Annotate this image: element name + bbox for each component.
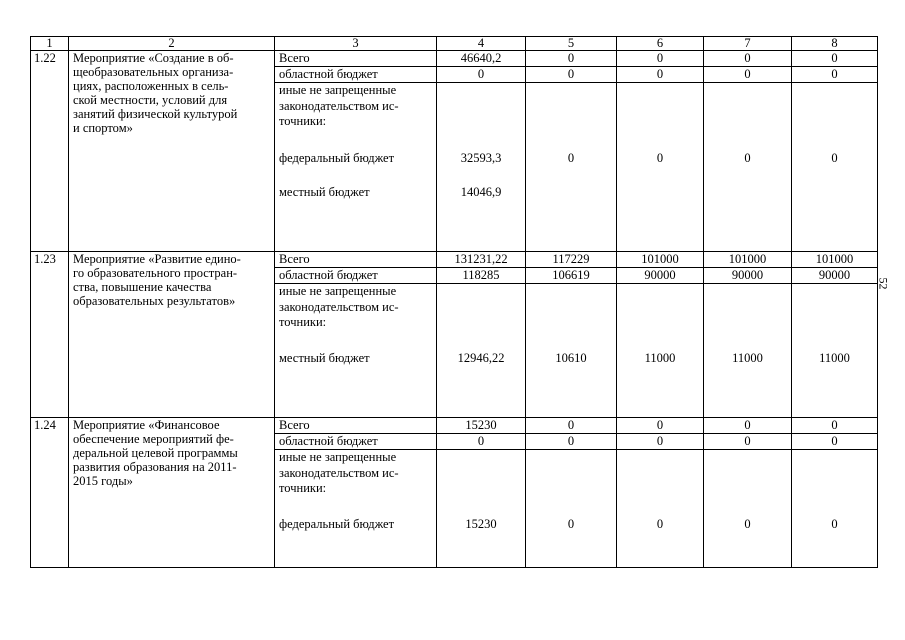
sub-value: 0 xyxy=(831,151,838,165)
sub-value: 14046,9 xyxy=(460,185,502,199)
sub-label: местный бюджет xyxy=(279,185,370,199)
item-title-line: деральной целевой программы xyxy=(73,446,238,460)
sub-value: 0 xyxy=(656,517,664,531)
regional-label: областной бюджет xyxy=(275,434,437,450)
item-title-line: Мероприятие «Создание в об- xyxy=(73,51,234,65)
value-cell: 0 xyxy=(526,434,617,450)
regional-label: областной бюджет xyxy=(275,268,437,284)
value-cell xyxy=(526,450,617,568)
item-number: 1.23 xyxy=(31,252,69,418)
value-cell: 0 xyxy=(437,434,526,450)
other-sources-label: законодательством ис- xyxy=(279,98,399,113)
other-sources-cell xyxy=(275,450,437,568)
sub-value: 11000 xyxy=(819,351,850,365)
header-cell: 4 xyxy=(437,37,526,51)
sub-value: 0 xyxy=(744,151,751,165)
value-cell: 0 xyxy=(617,51,704,67)
sub-value: 15230 xyxy=(465,517,497,531)
sub-value: 0 xyxy=(567,151,575,165)
value-cell: 118285 xyxy=(437,268,526,284)
item-title xyxy=(69,51,275,252)
header-cell: 6 xyxy=(617,37,704,51)
header-cell: 2 xyxy=(69,37,275,51)
item-title xyxy=(69,418,275,568)
value-cell: 90000 xyxy=(792,268,878,284)
value-cell xyxy=(437,450,526,568)
value-cell xyxy=(617,83,704,252)
item-title-line: занятий физической культурой xyxy=(73,107,238,121)
sub-value: 0 xyxy=(567,517,575,531)
value-cell xyxy=(704,450,792,568)
header-cell: 5 xyxy=(526,37,617,51)
total-label: Всего xyxy=(275,51,437,67)
value-cell xyxy=(704,83,792,252)
other-sources-label: точники: xyxy=(279,315,327,329)
sub-label: федеральный бюджет xyxy=(279,517,395,531)
value-cell: 131231,22 xyxy=(437,252,526,268)
value-cell: 0 xyxy=(617,434,704,450)
value-cell: 101000 xyxy=(704,252,792,268)
value-cell: 90000 xyxy=(617,268,704,284)
value-cell: 0 xyxy=(704,67,792,83)
header-cell: 8 xyxy=(792,37,878,51)
value-cell: 0 xyxy=(617,67,704,83)
item-title xyxy=(69,252,275,418)
value-cell: 0 xyxy=(526,51,617,67)
value-cell: 0 xyxy=(526,418,617,434)
regional-label: областной бюджет xyxy=(275,67,437,83)
item-title-line: 2015 годы» xyxy=(73,474,133,488)
item-title-line: щеобразовательных организа- xyxy=(73,65,234,79)
value-cell: 0 xyxy=(704,418,792,434)
value-cell: 0 xyxy=(792,418,878,434)
sub-value: 32593,3 xyxy=(460,151,502,165)
table-row xyxy=(31,418,878,434)
total-label: Всего xyxy=(275,252,437,268)
other-sources-label: точники: xyxy=(279,481,327,495)
other-sources-label: иные не запрещенные xyxy=(279,83,397,97)
other-sources-cell xyxy=(275,83,437,252)
value-cell xyxy=(437,83,526,252)
value-cell: 0 xyxy=(792,67,878,83)
total-label: Всего xyxy=(275,418,437,434)
value-cell: 46640,2 xyxy=(437,51,526,67)
value-cell xyxy=(792,83,878,252)
value-cell xyxy=(617,450,704,568)
value-cell: 101000 xyxy=(792,252,878,268)
item-title-line: ства, повышение качества xyxy=(73,280,212,294)
item-title-line: Мероприятие «Финансовое xyxy=(73,418,220,432)
value-cell xyxy=(704,284,792,418)
value-cell xyxy=(526,284,617,418)
value-cell: 0 xyxy=(437,67,526,83)
other-sources-label: иные не запрещенные xyxy=(279,284,397,298)
value-cell: 0 xyxy=(704,51,792,67)
value-cell: 0 xyxy=(617,418,704,434)
header-row xyxy=(31,37,878,51)
header-cell: 1 xyxy=(31,37,69,51)
value-cell xyxy=(526,83,617,252)
sub-value: 11000 xyxy=(732,351,763,365)
sub-label: федеральный бюджет xyxy=(279,151,395,165)
value-cell xyxy=(617,284,704,418)
other-sources-label: точники: xyxy=(279,114,327,128)
sub-value: 0 xyxy=(744,517,751,531)
sub-value: 11000 xyxy=(644,351,676,365)
sub-value: 0 xyxy=(831,517,838,531)
item-title-line: ской местности, условий для xyxy=(73,93,228,107)
sub-value: 0 xyxy=(656,151,664,165)
table-row xyxy=(31,51,878,67)
item-title-line: го образовательного простран- xyxy=(73,266,238,280)
value-cell: 0 xyxy=(704,434,792,450)
sub-value: 10610 xyxy=(555,351,587,365)
value-cell: 0 xyxy=(526,67,617,83)
sub-label: местный бюджет xyxy=(279,351,370,365)
value-cell: 15230 xyxy=(437,418,526,434)
value-cell: 0 xyxy=(792,434,878,450)
budget-table xyxy=(30,36,878,568)
page-number: 52 xyxy=(876,277,891,290)
value-cell xyxy=(792,284,878,418)
value-cell: 90000 xyxy=(704,268,792,284)
other-sources-cell xyxy=(275,284,437,418)
other-sources-label: иные не запрещенные xyxy=(279,450,397,464)
value-cell: 106619 xyxy=(526,268,617,284)
header-cell: 3 xyxy=(275,37,437,51)
item-title-line: развития образования на 2011- xyxy=(73,460,237,474)
item-title-line: Мероприятие «Развитие едино- xyxy=(73,252,241,266)
other-sources-label: законодательством ис- xyxy=(279,465,399,480)
item-number: 1.22 xyxy=(31,51,69,252)
value-cell xyxy=(792,450,878,568)
item-title-line: и спортом» xyxy=(73,121,133,135)
item-title-line: обеспечение мероприятий фе- xyxy=(73,432,234,446)
value-cell: 117229 xyxy=(526,252,617,268)
table-row xyxy=(31,252,878,268)
sub-value: 12946,22 xyxy=(457,351,505,365)
header-cell: 7 xyxy=(704,37,792,51)
value-cell xyxy=(437,284,526,418)
item-title-line: циях, расположенных в сель- xyxy=(73,79,229,93)
value-cell: 0 xyxy=(792,51,878,67)
other-sources-label: законодательством ис- xyxy=(279,299,399,314)
item-title-line: образовательных результатов» xyxy=(73,294,236,308)
value-cell: 101000 xyxy=(617,252,704,268)
item-number: 1.24 xyxy=(31,418,69,568)
